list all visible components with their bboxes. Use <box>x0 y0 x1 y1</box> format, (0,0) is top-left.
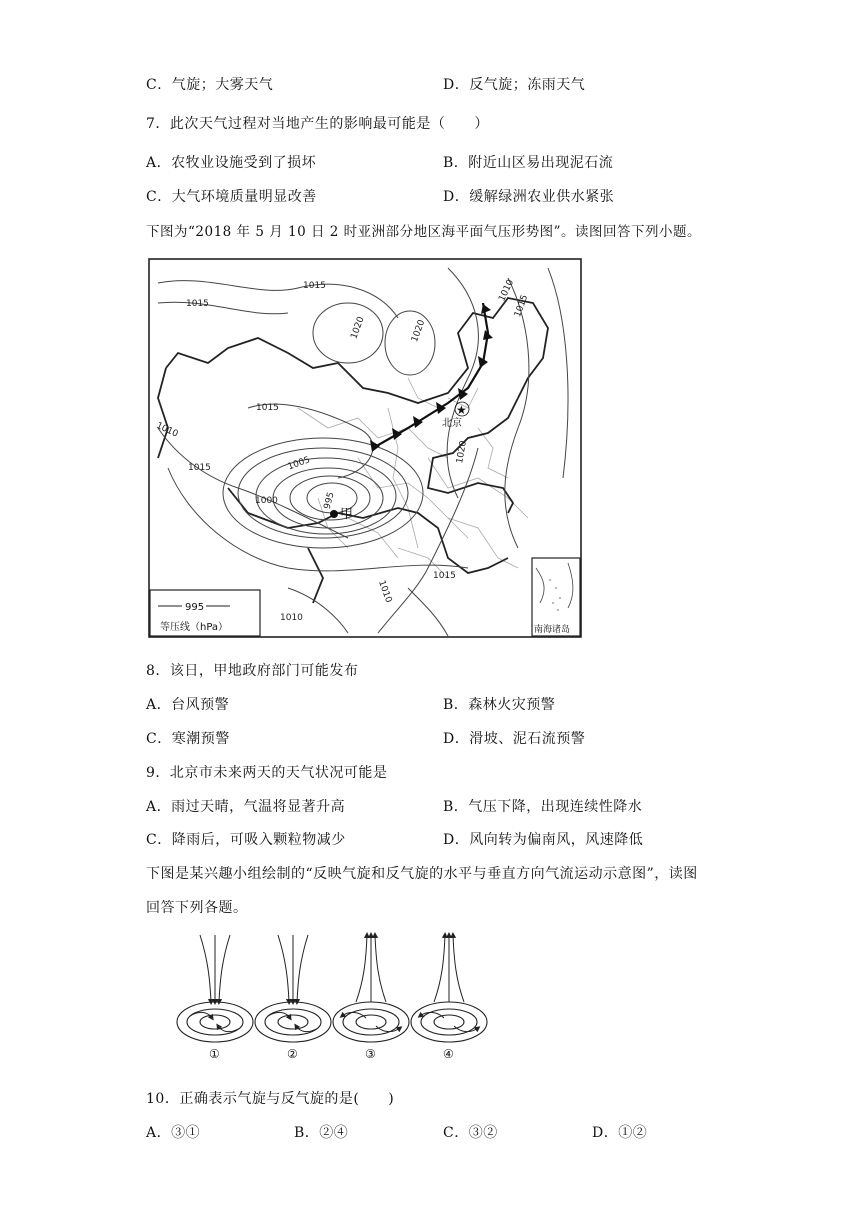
isobar-label: 1020 <box>349 315 367 341</box>
diagram-label-2: ② <box>287 1047 298 1061</box>
q6-option-c: C．气旋；大雾天气 <box>146 77 274 93</box>
map-intro: 下图为“2018 年 5 月 10 日 2 时亚洲部分地区海平面气压形势图”。读图回答下列小题。 <box>146 224 702 240</box>
isobar-label: 1010 <box>280 613 303 623</box>
diagram-label-1: ① <box>209 1047 220 1061</box>
q7-option-d: D．缓解绿洲农业供水紧张 <box>443 189 615 205</box>
isobar-label: 1015 <box>513 293 531 319</box>
q7-stem: 7．此次天气过程对当地产生的影响最可能是（ ） <box>146 116 489 132</box>
pressure-map <box>148 258 582 638</box>
isobar-label: 1015 <box>188 463 211 473</box>
diagram-intro-line1: 下图是某兴趣小组绘制的“反映气旋和反气旋的水平与垂直方向气流运动示意图”，读图 <box>146 866 698 882</box>
beijing-star-icon: ★ <box>456 403 467 417</box>
q10-stem: 10．正确表示气旋与反气旋的是( ) <box>146 1091 395 1107</box>
diagram-ellipse <box>177 1002 253 1042</box>
q7-option-b: B．附近山区易出现泥石流 <box>443 155 614 171</box>
legend-value: 995 <box>185 602 205 613</box>
isobar-label: 1000 <box>255 496 278 506</box>
isobar-label: 1015 <box>433 571 456 581</box>
diagram-ellipse <box>411 1002 487 1042</box>
q8-option-d: D．滑坡、泥石流预警 <box>443 731 586 747</box>
isobar-label: 1015 <box>186 299 209 309</box>
q8-stem: 8．该日，甲地政府部门可能发布 <box>146 663 359 679</box>
q8-option-b: B．森林火灾预警 <box>443 697 556 713</box>
diagram-label-3: ③ <box>365 1047 376 1061</box>
beijing-label: 北京 <box>442 418 462 429</box>
isobar-label: 995 <box>322 491 337 511</box>
isobar-label: 1020 <box>455 440 469 465</box>
q8-option-a: A．台风预警 <box>146 697 230 713</box>
jia-label: 甲 <box>340 507 354 522</box>
airflow-diagram <box>170 930 500 1065</box>
inset-label: 南海诸岛 <box>534 625 571 635</box>
isobar-label: 1010 <box>497 278 517 304</box>
legend-text: 等压线（hPa） <box>160 622 229 633</box>
q9-option-b: B．气压下降，出现连续性降水 <box>443 799 643 815</box>
diagram-label-4: ④ <box>443 1047 454 1061</box>
q7-option-c: C．大气环境质量明显改善 <box>146 189 317 205</box>
q9-stem: 9．北京市未来两天的天气状况可能是 <box>146 765 388 781</box>
q7-option-a: A．农牧业设施受到了损坏 <box>146 155 317 171</box>
isobar-label: 1015 <box>303 281 326 291</box>
isobar-label: 1005 <box>286 455 312 473</box>
q9-option-a: A．雨过天晴，气温将显著升高 <box>146 799 346 815</box>
jia-point-icon <box>330 510 338 518</box>
q9-option-c: C．降雨后，可吸入颗粒物减少 <box>146 832 346 848</box>
isobar-label: 1015 <box>256 403 279 413</box>
q10-option-c: C．③② <box>443 1125 498 1141</box>
diagram-ellipse <box>333 1002 409 1042</box>
q9-option-d: D．风向转为偏南风，风速降低 <box>443 832 644 848</box>
q10-option-a: A．③① <box>146 1125 201 1141</box>
diagram-ellipse <box>255 1002 331 1042</box>
isobar-label: 1020 <box>410 318 428 344</box>
q10-option-b: B．②④ <box>294 1125 349 1141</box>
diagram-intro-line2: 回答下列各题。 <box>146 900 248 916</box>
isobar-label: 1010 <box>154 420 180 440</box>
isobar-label: 1010 <box>376 579 394 605</box>
q6-option-d: D．反气旋；冻雨天气 <box>443 77 586 93</box>
q8-option-c: C．寒潮预警 <box>146 731 230 747</box>
q10-option-d: D．①② <box>592 1125 648 1141</box>
